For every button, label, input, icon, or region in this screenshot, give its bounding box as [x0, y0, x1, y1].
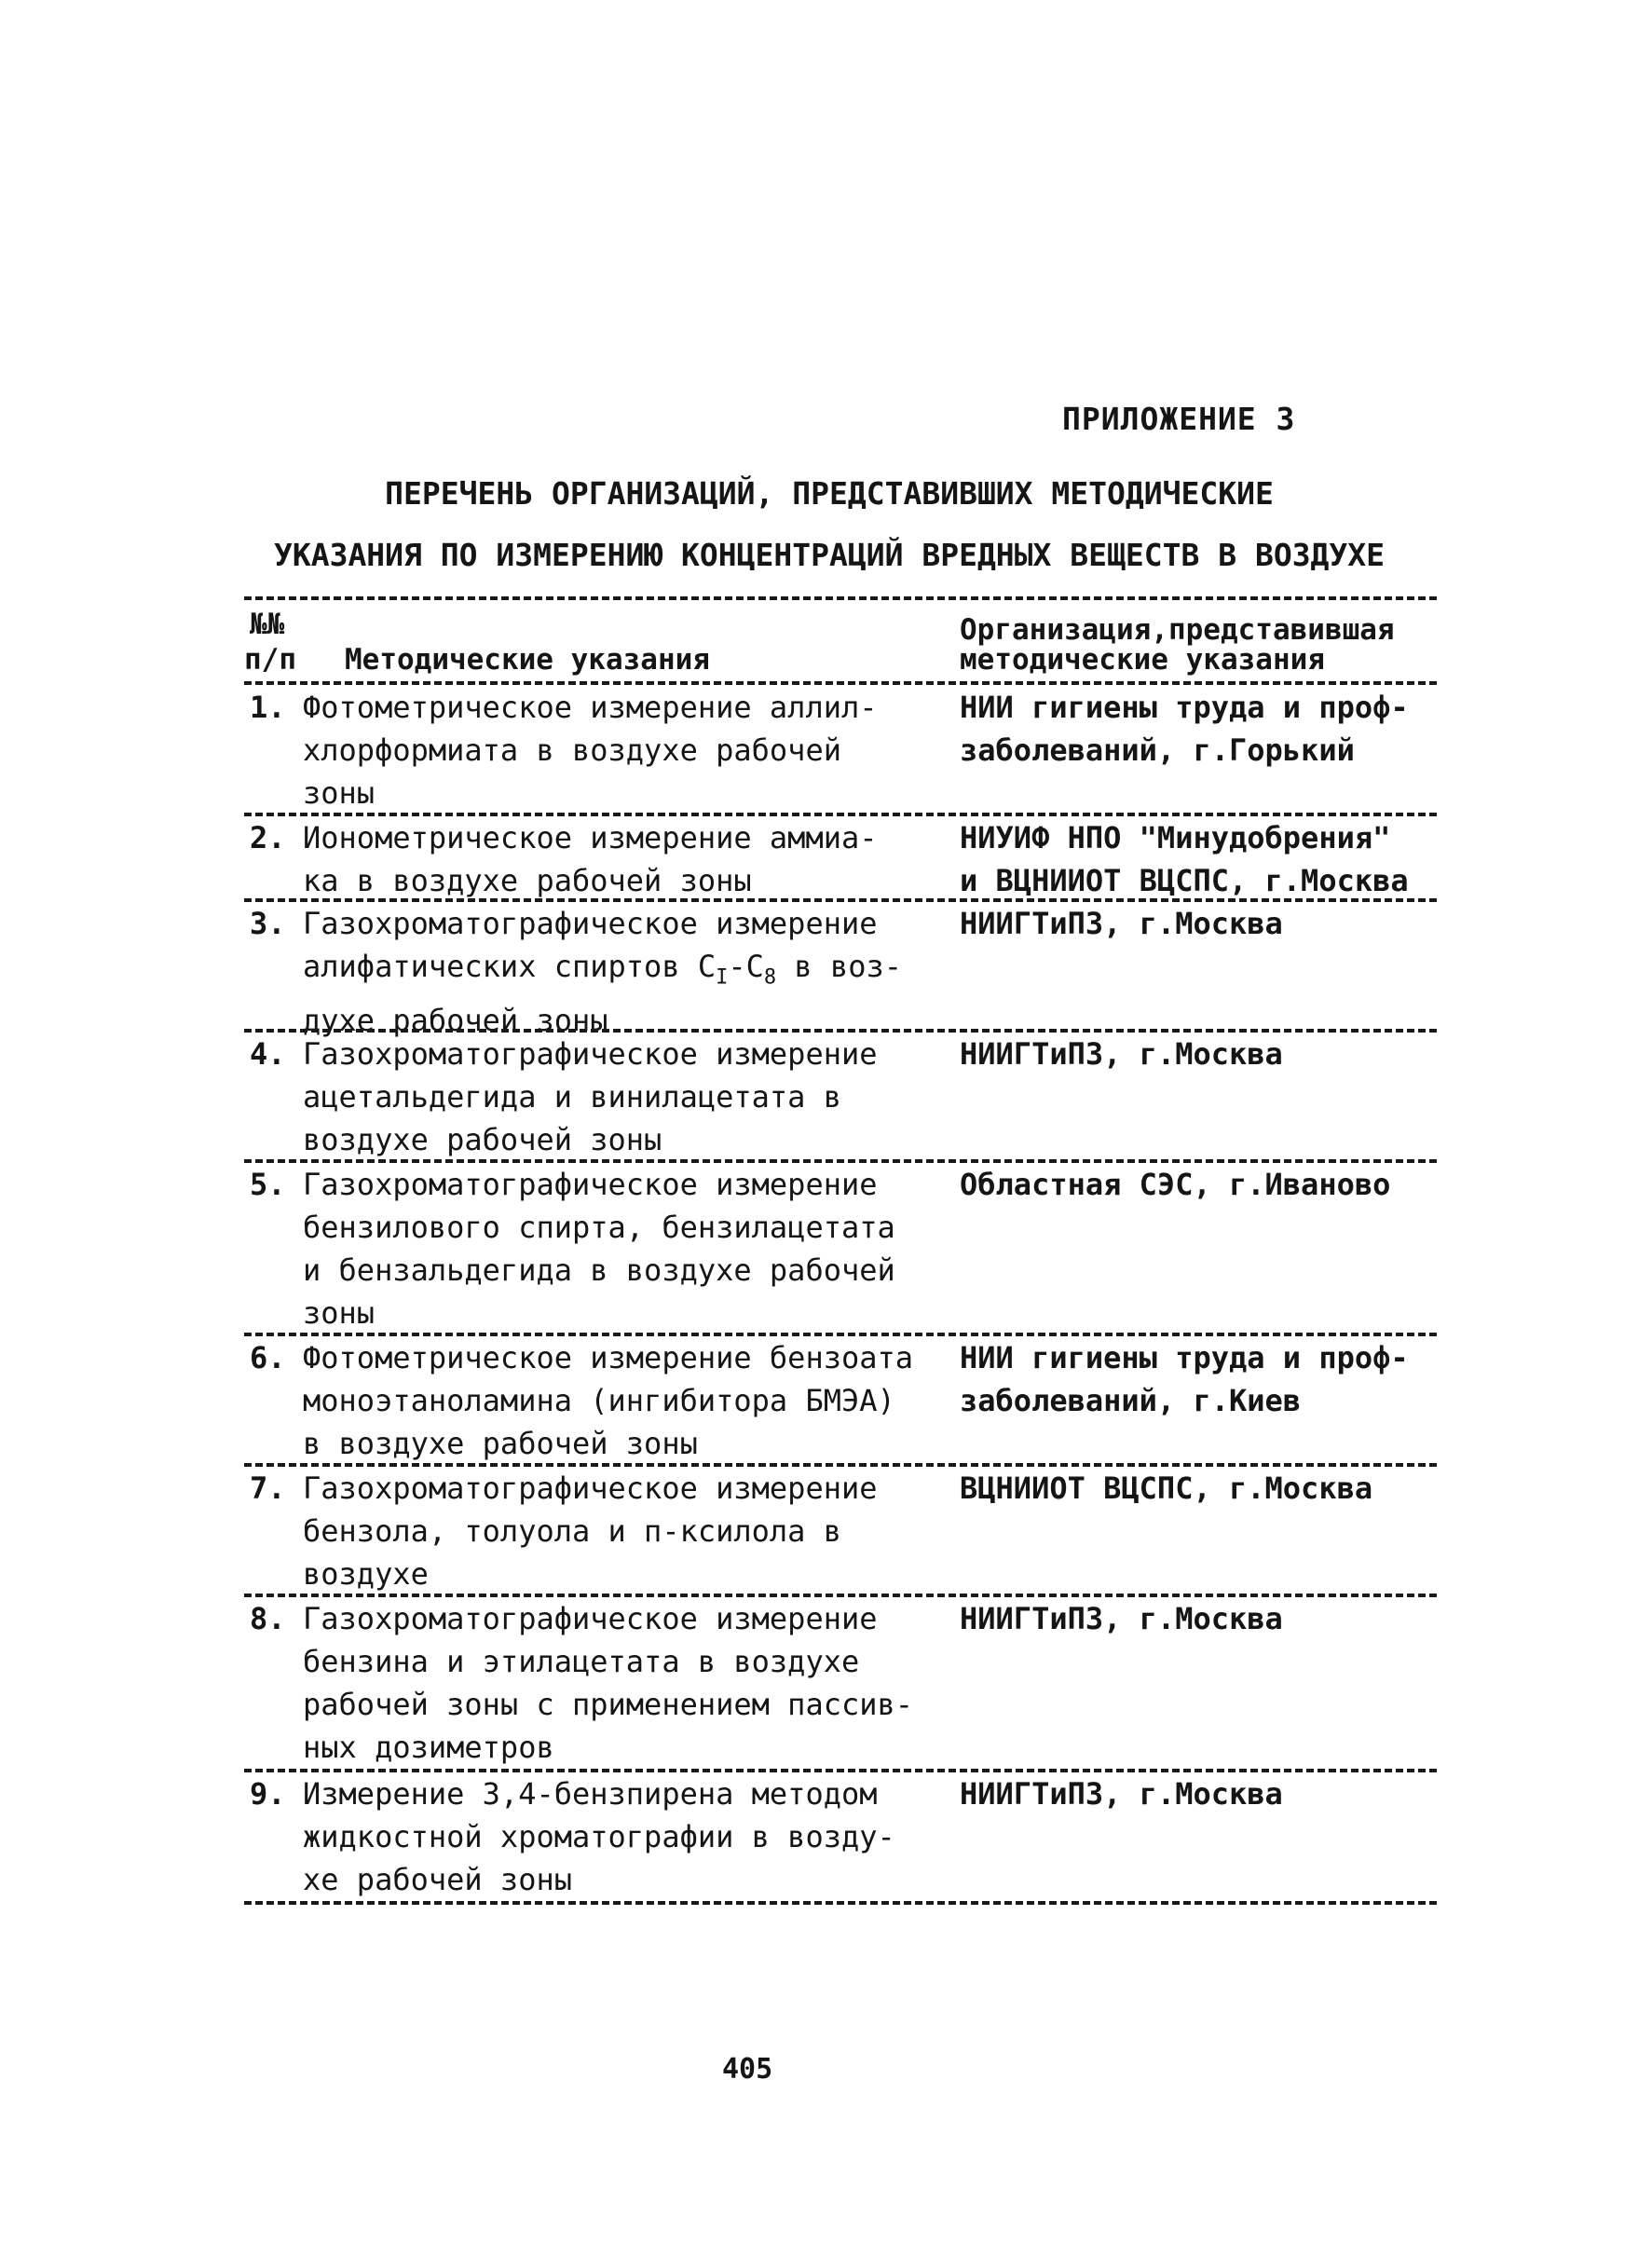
table-row-8-number: 8.: [250, 1601, 286, 1636]
table-row-2-method: Ионометрическое измерение аммиа- ка в воздухе рабочей зоны: [303, 820, 878, 898]
table-row-8-method: Газохроматографическое измерение бензина и этилацетата в воздухе рабочей зоны с применением пассив- ных дозиметров: [303, 1601, 914, 1765]
table-row-6-number: 6.: [250, 1340, 286, 1375]
table-row-6-organization: НИИ гигиены труда и проф- заболеваний, г.Киев: [960, 1340, 1409, 1418]
table-row-5-organization: Областная СЭС, г.Иваново: [960, 1167, 1391, 1202]
table-row-9-organization: НИИГТиПЗ, г.Москва: [960, 1776, 1283, 1812]
row-3-method-part1: Газохроматографическое измерение алифатических спиртов С: [303, 906, 878, 984]
table-row-5-number: 5.: [250, 1167, 286, 1202]
table-row-1-organization: НИИ гигиены труда и проф- заболеваний, г.Горький: [960, 690, 1409, 768]
header-org-line1: Организация,представившая: [960, 613, 1395, 647]
table-row-7-method: Газохроматографическое измерение бензола, толуола и п-ксилола в воздухе: [303, 1470, 878, 1592]
table-row-4-method: Газохроматографическое измерение ацетальдегида и винилацетата в воздухе рабочей зоны: [303, 1036, 878, 1157]
header-org-line2: методические указания: [960, 643, 1325, 677]
table-bottom-rule: [244, 1901, 1437, 1905]
table-row-3-organization: НИИГТиПЗ, г.Москва: [960, 906, 1283, 941]
table-row-4-number: 4.: [250, 1036, 286, 1072]
table-row-5-method: Газохроматографическое измерение бензилового спирта, бензилацетата и бензальдегида в воздухе рабочей зоны: [303, 1167, 895, 1331]
header-method: Методические указания: [345, 643, 710, 677]
table-top-rule: [244, 596, 1437, 600]
page-number: 405: [722, 2053, 773, 2086]
row-3-subscript-2: 8: [763, 965, 777, 990]
table-row-4-organization: НИИГТиПЗ, г.Москва: [960, 1036, 1283, 1072]
table-row-7-organization: ВЦНИИОТ ВЦСПС, г.Москва: [960, 1470, 1373, 1506]
table-row-3-method: [303, 902, 955, 1042]
table-row-2-organization: НИУИФ НПО "Минудобрения" и ВЦНИИОТ ВЦСПС, г.Москва: [960, 820, 1409, 898]
row-3-method-part2: -С: [728, 949, 764, 984]
row-3-method-part3: в воз- духе рабочей зоны: [303, 949, 902, 1039]
appendix-label: ПРИЛОЖЕНИЕ 3: [1062, 401, 1296, 437]
table-row-2-number: 2.: [250, 820, 286, 855]
row-3-subscript-1: I: [716, 965, 729, 990]
table-row-3-number: 3.: [250, 906, 286, 941]
table-row-9-number: 9.: [250, 1776, 286, 1812]
header-num-line2: п/п: [244, 643, 296, 677]
document-title-line1: ПЕРЕЧЕНЬ ОРГАНИЗАЦИЙ, ПРЕДСТАВИВШИХ МЕТОДИЧЕСКИЕ: [385, 475, 1274, 512]
table-row-1-method: Фотометрическое измерение аллил- хлорформиата в воздухе рабочей зоны: [303, 690, 878, 811]
document-title-line2: УКАЗАНИЯ ПО ИЗМЕРЕНИЮ КОНЦЕНТРАЦИЙ ВРЕДНЫХ ВЕЩЕСТВ В ВОЗДУХЕ: [273, 537, 1386, 573]
table-row-9-method: Измерение 3,4-бензпирена методом жидкостной хроматографии в возду- хе рабочей зоны: [303, 1776, 895, 1897]
table-row-1-number: 1.: [250, 690, 286, 725]
table-row-6-method: Фотометрическое измерение бензоата моноэтаноламина (ингибитора БМЭА) в воздухе рабочей зоны: [303, 1340, 914, 1461]
header-bottom-rule: [244, 681, 1437, 685]
table-row-7-number: 7.: [250, 1470, 286, 1506]
table-row-8-organization: НИИГТиПЗ, г.Москва: [960, 1601, 1283, 1636]
header-num-line1: №№: [250, 608, 285, 641]
